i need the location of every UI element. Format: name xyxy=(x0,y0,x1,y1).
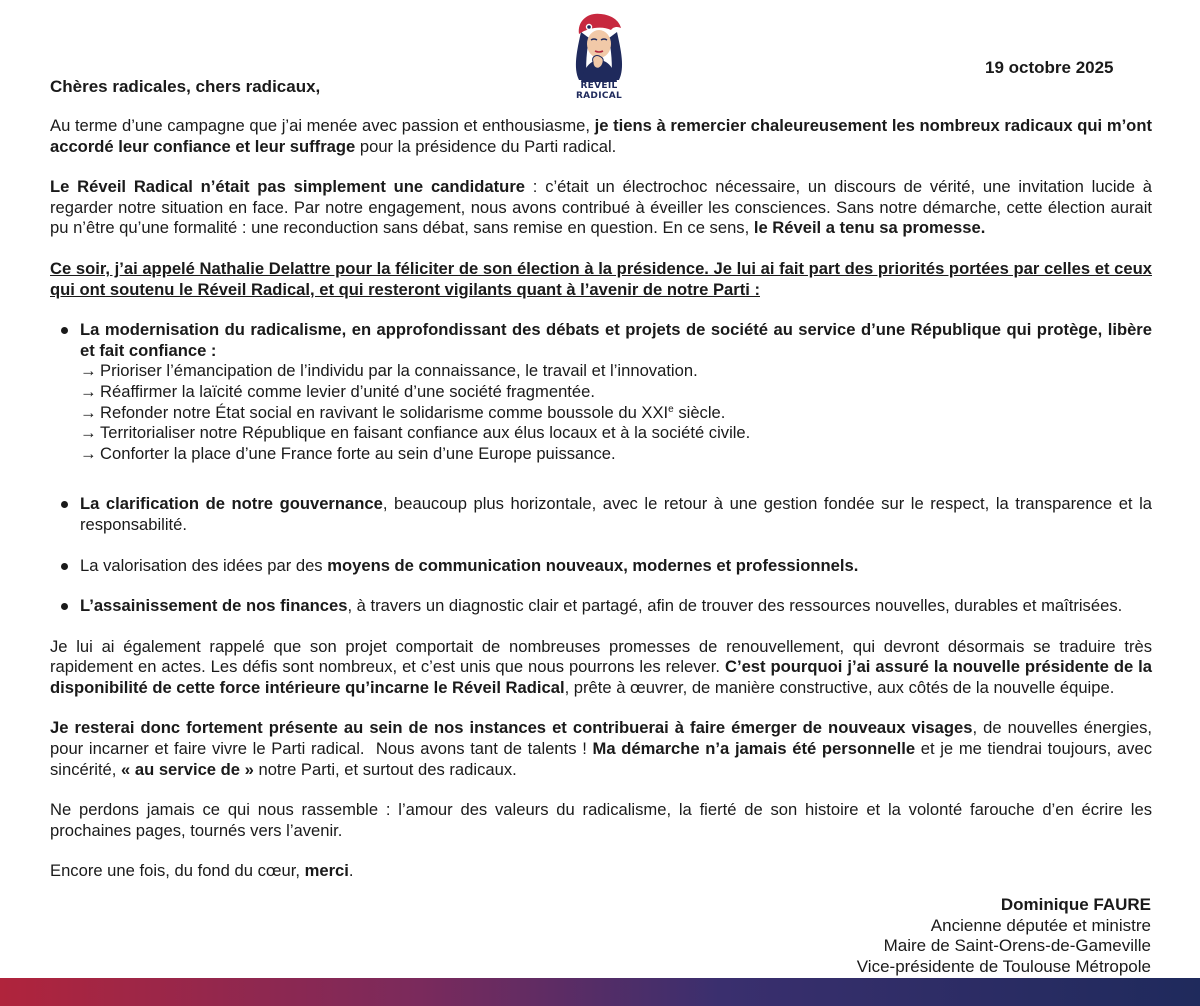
paragraph-1 xyxy=(50,116,1152,157)
priority-2-bold: La clarification de notre gouvernance xyxy=(80,494,383,514)
arrow-right-icon: → xyxy=(80,423,97,443)
priority-4-bold: L’assainissement de nos finances xyxy=(80,596,348,616)
p4-text-2: , prête à œuvrer, de manière constructive, aux côtés de la nouvelle équipe. xyxy=(564,677,1115,697)
p2-bold-2: le Réveil a tenu sa promesse. xyxy=(753,218,986,238)
paragraph-6: Ne perdons jamais ce qui nous rassemble : l’amour des valeurs du radicalisme, la fierté de son histoire et la volonté farouche d’en écrire les prochaines pages, tournés vers l’avenir. xyxy=(50,800,1152,840)
arrow-right-icon: → xyxy=(80,402,97,422)
sub-item-1 xyxy=(80,361,1152,382)
p1-text-1: Au terme d’une campagne que j’ai menée avec passion et enthousiasme, xyxy=(50,116,595,135)
sub-item-5 xyxy=(80,444,1152,465)
reveil-radical-logo xyxy=(563,10,635,106)
p4-text-1: Je lui ai également rappelé que son projet comportait de nombreuses promesses de renouvellement, qui devront désormais se traduire très rapidement en actes. Les défis sont nombreux, et c’est unis que nous pourrons les relever. xyxy=(50,636,1152,677)
p5-bold-1: Je resterai donc fortement présente au sein de nos instances et contribuerai à faire émerger de nouveaux visages xyxy=(50,718,973,738)
signatory-title-2: Maire de Saint-Orens-de-Gameville xyxy=(883,936,1151,956)
priority-2-text: , beaucoup plus horizontale, avec le retour à une gestion fondée sur le respect, la transparence et la responsabilité. xyxy=(80,494,1153,534)
signatory-title-3: Vice-présidente de Toulouse Métropole xyxy=(856,956,1151,976)
sub-item-2 xyxy=(80,382,1152,403)
paragraph-3 xyxy=(50,259,1152,300)
arrow-right-icon: → xyxy=(80,361,97,381)
footer-gradient-bar xyxy=(0,978,1200,1006)
letter-body xyxy=(50,116,1157,882)
priorities-list xyxy=(50,320,1152,617)
superscript-e: e xyxy=(668,403,674,415)
marianne-emblem-icon xyxy=(567,10,631,82)
sub-item-4-text: Territorialiser notre République en faisant confiance aux élus locaux et à la société civile. xyxy=(100,423,751,443)
priority-finances xyxy=(50,596,1152,617)
sub-item-4 xyxy=(80,423,1152,444)
modernisation-sub-list xyxy=(80,361,1152,464)
p5-bold-2: Ma démarche n’a jamais été personnelle xyxy=(592,739,916,759)
sub-item-5-text: Conforter la place d’une France forte au sein d’une Europe puissance. xyxy=(100,443,616,463)
sub-item-3-tail: siècle. xyxy=(673,402,726,422)
sub-item-3 xyxy=(80,403,1152,424)
paragraph-5 xyxy=(50,718,1157,780)
p1-text-2: pour la présidence du Parti radical. xyxy=(355,136,617,156)
letter-date: 19 octobre 2025 xyxy=(985,58,1114,77)
p7-text-2: . xyxy=(348,861,354,881)
priority-modernisation xyxy=(50,320,1152,464)
p5-text-1: , de nouvelles énergies, pour incarner et faire vivre le Parti radical. Nous avons tant de talents ! xyxy=(50,718,1157,759)
signatory-title-1: Ancienne députée et ministre xyxy=(930,915,1151,935)
arrow-right-icon: → xyxy=(80,443,97,463)
sub-item-1-text: Prioriser l’émancipation de l’individu par la connaissance, le travail et l’innovation. xyxy=(100,361,698,381)
p1-bold-1: je tiens à remercier chaleureusement les nombreux radicaux qui m’ont accordé leur confiance et leur suffrage xyxy=(50,116,1152,156)
paragraph-2 xyxy=(50,177,1152,239)
p3-bold-underlined: Ce soir, j’ai appelé Nathalie Delattre pour la féliciter de son élection à la présidence. Je lui ai fait part des priorités portées par celles et ceux qui ont soutenu le Réveil Radical, et qui resteront vigilants quant à l’avenir de notre Parti : xyxy=(50,258,1152,299)
signatory-name: Dominique FAURE xyxy=(1000,895,1151,914)
p2-bold-1: Le Réveil Radical n’était pas simplement une candidature xyxy=(50,177,526,197)
p7-text-1: Encore une fois, du fond du cœur, xyxy=(50,861,305,881)
signature-block xyxy=(857,895,1151,977)
sub-item-3-text: Refonder notre État social en ravivant le solidarisme comme boussole du XXI xyxy=(100,402,669,422)
sub-item-2-text: Réaffirmer la laïcité comme levier d’unité d’une société fragmentée. xyxy=(100,381,595,401)
p7-bold-merci: merci xyxy=(304,861,349,881)
paragraph-4 xyxy=(50,637,1152,699)
paragraph-7 xyxy=(50,861,1152,882)
logo-line-1: RÉVEIL xyxy=(580,81,618,91)
priority-1-title: La modernisation du radicalisme, en approfondissant des débats et projets de société au service d’une République qui protège, libère et fait confiance : xyxy=(80,320,1152,360)
priority-communication xyxy=(50,556,1152,577)
priority-gouvernance xyxy=(50,494,1152,535)
p4-bold-1: C’est pourquoi j’ai assuré la nouvelle présidente de la disponibilité de cette force intérieure qu’incarne le Réveil Radical xyxy=(50,657,1152,697)
p5-bold-3: « au service de » xyxy=(121,759,254,779)
priority-4-text: , à travers un diagnostic clair et partagé, afin de trouver des ressources nouvelles, durables et maîtrisées. xyxy=(347,596,1123,616)
salutation: Chères radicales, chers radicaux, xyxy=(50,77,321,96)
p5-text-3: notre Parti, et surtout des radicaux. xyxy=(253,759,517,779)
logo-line-2: RADICAL xyxy=(575,91,623,101)
p2-text-1: : c’était un électrochoc nécessaire, un discours de vérité, une invitation lucide à regarder notre situation en face. Par notre engagement, nous avons contribué à éveiller les consciences. Sans notre démarche, cette élection aurait pu n’être qu’une formalité : une reconduction sans débat, sans remise en question. En ce sens, xyxy=(50,177,1153,238)
p5-text-2: et je me tiendrai toujours, avec sincérité, xyxy=(50,739,1152,779)
priority-3-text: La valorisation des idées par des xyxy=(80,555,328,575)
priority-3-bold: moyens de communication nouveaux, modernes et professionnels. xyxy=(327,555,859,575)
arrow-right-icon: → xyxy=(80,381,97,401)
